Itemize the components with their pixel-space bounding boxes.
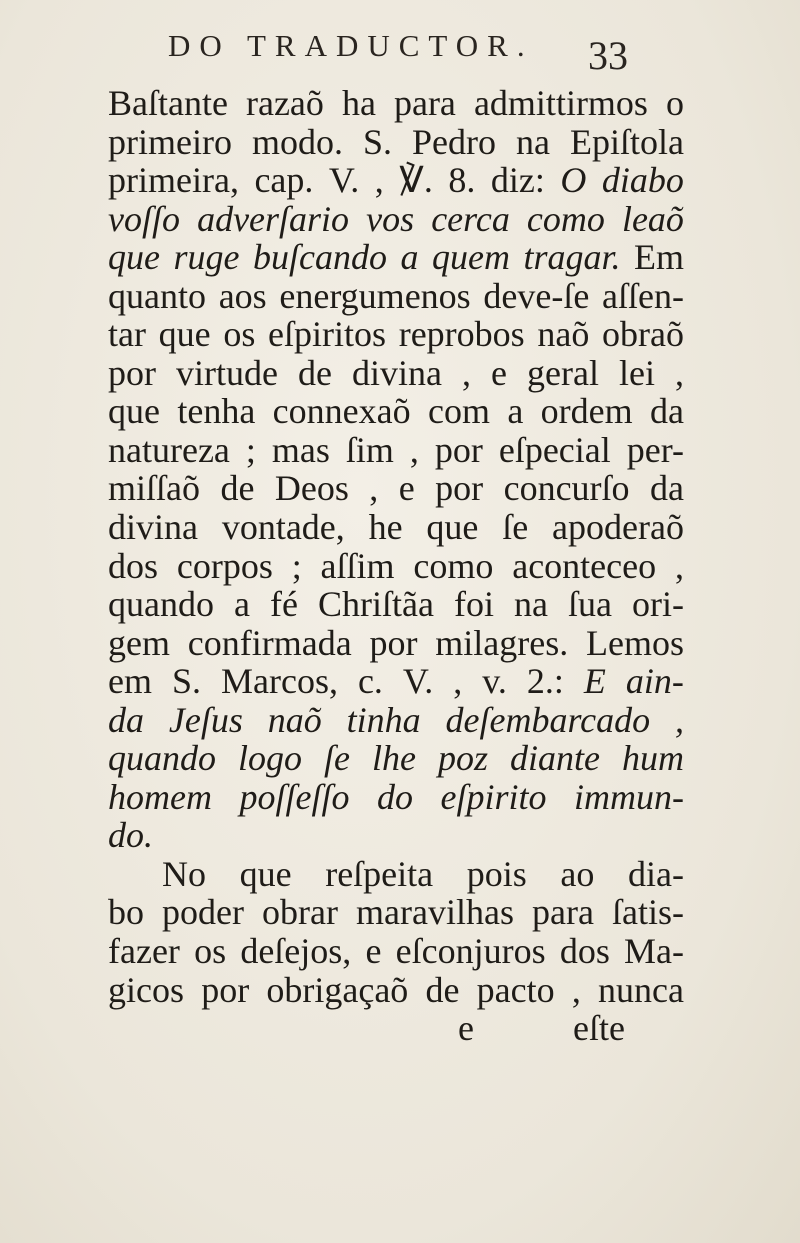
word: em (108, 661, 152, 702)
word: aſſen- (602, 275, 684, 316)
word: cap. (254, 160, 314, 201)
word: , (462, 352, 472, 393)
page-number: 33 (588, 33, 628, 78)
word: , (374, 160, 384, 201)
word: os (223, 314, 256, 355)
word: da (108, 699, 144, 740)
word: c. (357, 661, 383, 702)
word: poz (437, 738, 488, 779)
word: aconteceo (512, 545, 657, 586)
word: tinha (346, 699, 421, 740)
word: per- (626, 429, 684, 470)
text-line (108, 277, 684, 316)
word: e (491, 352, 508, 393)
word: lhe (372, 738, 416, 779)
word: ori- (631, 584, 684, 625)
text-line (108, 200, 684, 239)
word: vontade, (221, 507, 345, 548)
text-line (108, 123, 684, 162)
word: Deos (274, 468, 349, 509)
text-line (108, 161, 684, 200)
word: eſpecial (498, 429, 611, 470)
word: leaõ (621, 198, 684, 239)
word: natureza (108, 429, 230, 470)
word: divina (108, 507, 198, 548)
word: que (108, 391, 160, 432)
versicle-symbol: ℣. (399, 160, 433, 201)
word: maravilhas (356, 892, 514, 933)
word: da (649, 468, 684, 509)
word: de (298, 352, 332, 393)
word: , (571, 969, 581, 1010)
text-line (108, 508, 684, 547)
word: como (526, 198, 605, 239)
word: aſſim (320, 545, 395, 586)
word: deſembarcado (445, 699, 651, 740)
word: Baſtante (108, 83, 228, 123)
word: V. (402, 661, 434, 702)
word: primeira, (108, 160, 239, 201)
word: eſconjuros (395, 931, 546, 972)
word: tar (108, 314, 146, 355)
word: logo (238, 738, 303, 779)
word: milagres. (435, 622, 569, 663)
word: que (158, 314, 211, 355)
word: diante (510, 738, 600, 779)
text-line (108, 624, 684, 663)
word: , (453, 661, 463, 702)
body-text (108, 84, 684, 1048)
catchword: eſte (572, 1008, 625, 1049)
text-line (108, 701, 684, 740)
word: tenha (177, 391, 256, 432)
word: ao (560, 853, 595, 894)
word: e (398, 468, 415, 509)
word: quem (431, 237, 510, 278)
word: diz: (490, 160, 545, 201)
word: gem (108, 622, 170, 663)
word: Ma- (624, 931, 684, 972)
word: admittirmos (473, 83, 648, 123)
text-line (108, 932, 684, 971)
word: naõ (537, 314, 590, 355)
word: poſſeſſo (239, 776, 350, 817)
word: deſejos, (240, 931, 352, 972)
text-line (108, 739, 684, 778)
word: divina (352, 352, 442, 393)
word: primeiro (108, 121, 232, 162)
word: a (234, 584, 250, 625)
word: adverſario (197, 198, 350, 239)
word: Pedro (412, 121, 497, 162)
word: aos (218, 275, 267, 316)
word: a (400, 237, 419, 278)
word: deve-ſe (483, 275, 590, 316)
word: reprobos (398, 314, 525, 355)
word: miſſaõ (108, 468, 200, 509)
text-line (108, 971, 684, 1010)
word: O (560, 160, 587, 201)
word: ſua (567, 584, 612, 625)
word: ; (245, 429, 256, 470)
word: ha (341, 83, 376, 123)
word: que (239, 853, 292, 894)
word: reſpeita (325, 853, 434, 894)
text-line (108, 547, 684, 586)
word: pacto (476, 969, 555, 1010)
word: virtude (176, 352, 278, 393)
word: ordem (540, 391, 633, 432)
text-line (108, 585, 684, 624)
word: razaõ (245, 83, 324, 123)
word: pois (466, 853, 527, 894)
word: fé (270, 584, 298, 625)
word: hum (621, 738, 684, 779)
word: Chriſtãa (317, 584, 434, 625)
word: os (194, 931, 227, 972)
word: diabo (601, 160, 684, 201)
word: S. (171, 661, 201, 702)
word: naõ (267, 699, 322, 740)
text-line (108, 315, 684, 354)
word: do. (108, 815, 153, 856)
word: V. (328, 160, 360, 201)
word: mas (271, 429, 330, 470)
word: modo. (251, 121, 343, 162)
word: como (413, 545, 494, 586)
word: obraõ (602, 314, 684, 355)
word: poder (162, 892, 244, 933)
word: corpos (176, 545, 273, 586)
word: immun- (573, 776, 684, 817)
word: na (513, 584, 548, 625)
word: , (675, 352, 684, 393)
text-line (108, 662, 684, 701)
word: geral (527, 352, 599, 393)
word: ſim (345, 429, 394, 470)
word: para (393, 83, 456, 123)
word: que (108, 237, 160, 278)
catchword: e (458, 1008, 474, 1049)
word: concurſo (503, 468, 630, 509)
word: cerca (431, 198, 510, 239)
word: a (507, 391, 524, 432)
word: No (162, 853, 206, 894)
word: confirmada (187, 622, 352, 663)
word: quando (108, 738, 216, 779)
word: obrigaçaõ (266, 969, 409, 1010)
word: Em (633, 237, 684, 278)
word: para (532, 892, 594, 933)
word: Marcos, (220, 661, 338, 702)
word: ſe (502, 507, 529, 548)
word: 2.: (526, 661, 564, 702)
word: o (665, 83, 684, 123)
word: S. (362, 121, 393, 162)
text-line (108, 469, 684, 508)
word: voſſo (108, 198, 180, 239)
catchword-line (108, 1009, 684, 1048)
text-line (108, 354, 684, 393)
paragraph-first-line (108, 855, 684, 894)
word: vos (366, 198, 415, 239)
word: de (425, 969, 460, 1010)
word: e (365, 931, 382, 972)
word: , (409, 429, 419, 470)
word: apoderaõ (552, 507, 684, 548)
word: homem (108, 776, 212, 817)
text-line (108, 431, 684, 470)
text-line (108, 238, 684, 277)
word: com (427, 391, 490, 432)
word: E (583, 661, 606, 702)
word: ſe (324, 738, 350, 779)
running-head-title: DO TRADUCTOR. (168, 28, 534, 63)
word: bo (108, 892, 144, 933)
running-head (0, 22, 800, 78)
word: lei (619, 352, 655, 393)
word: Jeſus (168, 699, 243, 740)
word: por (434, 429, 483, 470)
word: gicos (108, 969, 184, 1010)
word: Epiſtola (570, 121, 684, 162)
word: fazer (108, 931, 180, 972)
word: buſcando (252, 237, 387, 278)
text-line (108, 84, 684, 123)
word: quanto (108, 275, 206, 316)
word: que (426, 507, 479, 548)
word: v. (482, 661, 507, 702)
word: energumenos (279, 275, 471, 316)
word: obrar (262, 892, 338, 933)
word: ruge (173, 237, 240, 278)
word: Lemos (586, 622, 684, 663)
word: , (674, 699, 684, 740)
word: dia- (627, 853, 684, 894)
word: , (674, 545, 684, 586)
word: por (369, 622, 418, 663)
text-line (108, 816, 684, 855)
word: por (108, 352, 156, 393)
word: foi (453, 584, 494, 625)
word: ſatis- (612, 892, 684, 933)
word: na (516, 121, 550, 162)
word: tragar. (523, 237, 621, 278)
text-line (108, 778, 684, 817)
text-line (108, 893, 684, 932)
word: , (369, 468, 379, 509)
word: dos (108, 545, 159, 586)
word: quando (108, 584, 214, 625)
word: ; (291, 545, 302, 586)
word: do (376, 776, 413, 817)
word: 8. (448, 160, 476, 201)
word: por (435, 468, 484, 509)
word: eſpiritos (268, 314, 387, 355)
word: da (649, 391, 684, 432)
word: connexaõ (272, 391, 411, 432)
word: por (201, 969, 250, 1010)
word: ain- (625, 661, 684, 702)
word: he (368, 507, 403, 548)
word: eſpirito (440, 776, 547, 817)
text-line (108, 392, 684, 431)
word: dos (559, 931, 610, 972)
word: nunca (598, 969, 684, 1010)
word: de (220, 468, 255, 509)
